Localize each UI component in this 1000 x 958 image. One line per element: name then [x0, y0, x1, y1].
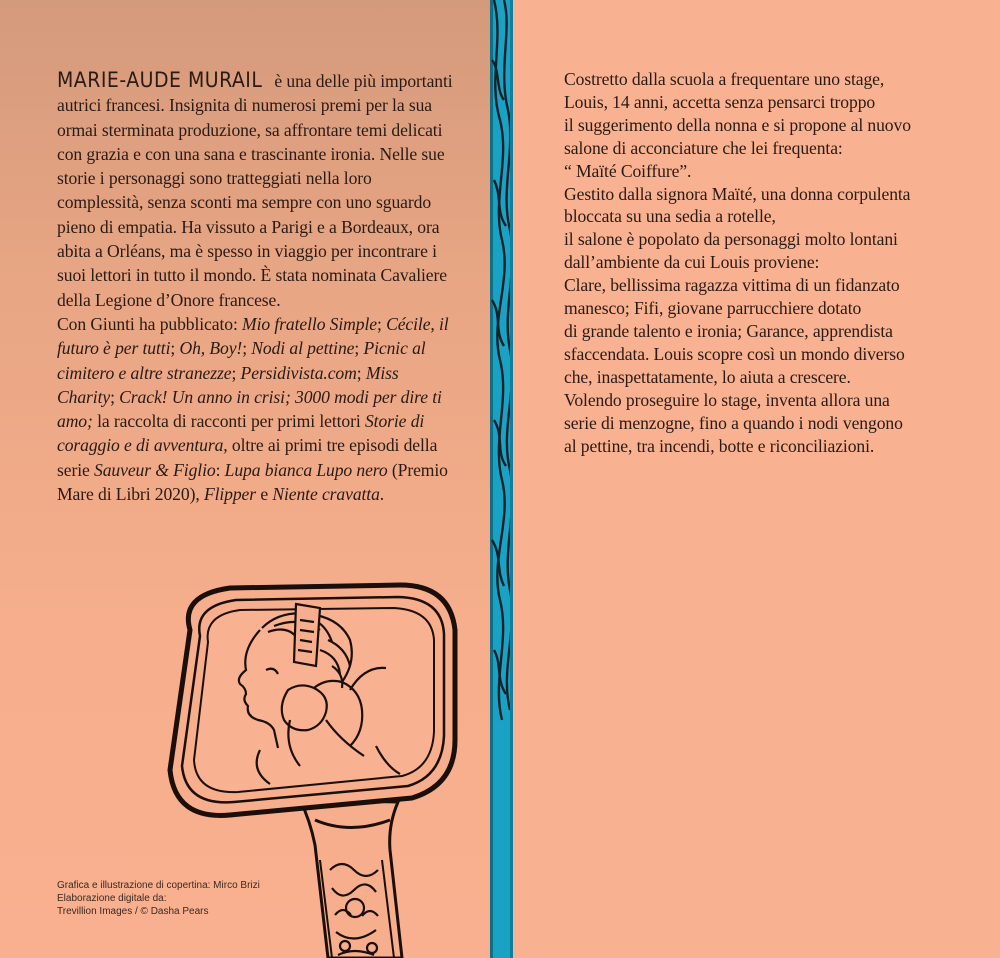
synopsis-line: Volendo proseguire lo stage, inventa allora una [564, 389, 890, 410]
synopsis-line: Louis, 14 anni, accetta senza pensarci troppo [564, 91, 876, 112]
publications-separator: ; [110, 386, 120, 407]
publications-separator: ; [354, 338, 364, 359]
publications-separator: : [215, 459, 225, 480]
synopsis-line: che, inaspettatamente, lo aiuta a crescere. [564, 366, 851, 387]
book-title: Lupa bianca Lupo nero [224, 459, 388, 480]
synopsis-line: bloccata su una sedia a rotelle, [564, 206, 776, 227]
publications-separator: ; [356, 362, 366, 383]
book-spine [490, 0, 513, 958]
back-cover-left-panel [0, 0, 490, 958]
publications-separator: la raccolta di racconti per primi lettori [92, 411, 365, 432]
synopsis-line: salone di acconciature che lei frequenta: [564, 137, 843, 158]
bio-paragraph [57, 68, 457, 312]
synopsis-line: Costretto dalla scuola a frequentare uno stage, [564, 69, 885, 89]
synopsis-line: il suggerimento della nonna e si propone al nuovo [564, 114, 911, 135]
synopsis-line: il salone è popolato da personaggi molto lontani [564, 229, 898, 250]
publications-intro: Con Giunti ha pubblicato: [57, 313, 243, 334]
book-title: Niente cravatta [272, 484, 380, 505]
credit-line: Trevillion Images / © Dasha Pears [57, 906, 209, 917]
publications-separator: (Premio Mare di Libri 2020), [57, 459, 448, 505]
credit-line: Grafica e illustrazione di copertina: Mirco Brizi [57, 880, 260, 891]
book-title: Picnic al cimitero e altre stranezze [57, 338, 426, 383]
cover-credits [57, 879, 287, 918]
synopsis-line: dall’ambiente da cui Louis proviene: [564, 252, 820, 273]
publications-separator: . [379, 484, 385, 505]
author-biography [57, 68, 457, 506]
publications-separator: oltre ai primi tre episodi della serie [57, 435, 438, 480]
synopsis [564, 68, 964, 457]
book-title: Persidivista.com [240, 362, 357, 383]
bio-text: è una delle più importanti autrici francesi. Insignita di numerosi premi per la sua ormai sterminata produzione, sa affrontare temi delicati con grazia e con una sana e trascinante ironia. Nelle sue storie i personaggi sono tratteggiati nella loro complessità, senza sconti ma sempre con uno sguardo pieno di empatia. Ha vissuto a Parigi e a Bordeaux, ora abita a Orléans, ma è spesso in viaggio per incontrare i suoi lettori in tutto il mondo. È stata nominata Cavaliere della Legione d’Onore francese. [57, 71, 453, 310]
book-title: Storie di coraggio e di avventura, [57, 411, 425, 456]
synopsis-line: serie di menzogne, fino a quando i nodi vengono [564, 412, 903, 433]
publications-separator: ; [231, 362, 241, 383]
publications-separator: ; [242, 338, 252, 359]
book-title: Miss Charity [57, 362, 399, 407]
book-title: Mio fratello Simple [242, 313, 377, 334]
synopsis-line: “ Maïté Coiffure”. [564, 160, 692, 181]
synopsis-line: al pettine, tra incendi, botte e riconciliazioni. [564, 435, 875, 456]
book-title: Crack! Un anno in crisi; 3000 modi per dire ti amo; [57, 386, 442, 432]
credit-line: Elaborazione digitale da: [57, 893, 167, 904]
synopsis-line: di grande talento e ironia; Garance, apprendista [564, 320, 893, 341]
synopsis-line: sfaccendata. Louis scopre così un mondo diverso [564, 343, 905, 364]
publications-separator: ; [170, 338, 180, 359]
publications-paragraph [57, 312, 457, 506]
synopsis-line: Gestito dalla signora Maïté, una donna corpulenta [564, 183, 911, 204]
synopsis-line: Clare, bellissima ragazza vittima di un fidanzato [564, 275, 900, 296]
book-title: Oh, Boy! [179, 338, 243, 359]
book-title: Sauveur & Figlio [94, 459, 216, 480]
book-title: Nodi al pettine [251, 338, 355, 359]
synopsis-line: manesco; Fifi, giovane parrucchiere dotato [564, 298, 862, 319]
author-name: MARIE-AUDE MURAIL [57, 68, 263, 92]
publications-list [57, 314, 449, 504]
mirror-handle [300, 800, 402, 958]
publications-separator: ; [376, 313, 387, 334]
publications-separator: e [256, 484, 273, 505]
book-title: Cécile, il futuro è per tutti [57, 313, 449, 359]
book-title: Flipper [203, 484, 257, 505]
